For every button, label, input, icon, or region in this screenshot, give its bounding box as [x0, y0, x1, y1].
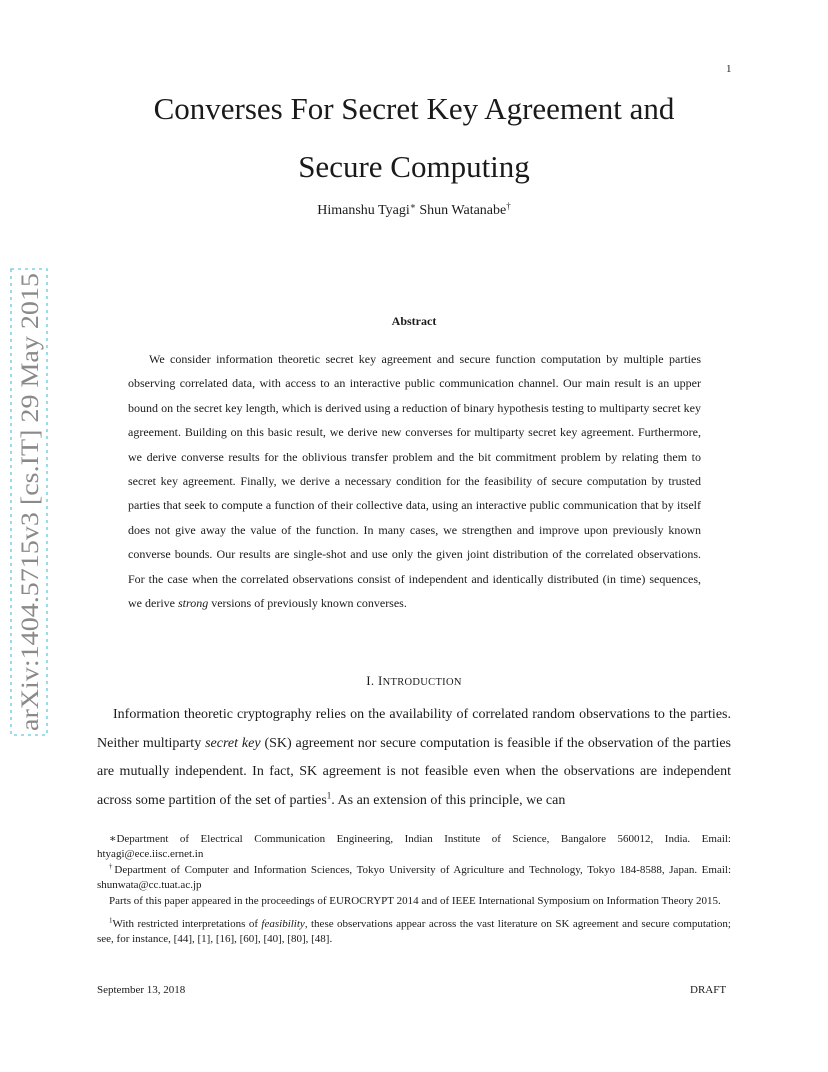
- abstract-body: [128, 347, 701, 615]
- intro-text-mid: (SK) agreement nor secure computation is feasible if the observation of the parties are mutually independent. In fact, SK agreement is not feasible even when the observations are independent across some partition of the set of parties: [97, 735, 731, 808]
- footnote-mark: 1: [109, 916, 113, 925]
- intro-text: Information theoretic cryptography relies on the availability of correlated random observations to the parties. Neither multiparty: [97, 707, 731, 751]
- footer-date: September 13, 2018: [97, 984, 186, 996]
- section-title-rest: NTRODUCTION: [382, 677, 462, 688]
- abstract-text: We consider information theoretic secret key agreement and secure function computation by multiple parties observing correlated data, with access to an interactive public communication channel. Our main result is an upper bound on the secret key length, which is derived using a reduction of binary hypothesis testing to multiparty secret key agreement. Building on this basic result, we derive new converses for multiparty secret key agreement. Furthermore, we derive converse results for the oblivious transfer problem and the bit commitment problem by relating them to secret key agreement. Finally, we derive a necessary condition for the feasibility of secure computation by trusted parties that seek to compute a function of their collective data, using an interactive public communication that by itself does not give away the value of the function. In many cases, we strengthen and improve upon previously known converse bounds. Our results are single-shot and use only the given joint distribution of the correlated observations. For the case when the correlated observations consist of independent and identically distributed (in time) sequences, we derive: [128, 352, 701, 611]
- intro-emphasis: secret key: [205, 735, 261, 751]
- section-heading: [60, 673, 768, 689]
- paper-title: [60, 80, 768, 196]
- footnote-1: [97, 917, 731, 947]
- author-name: Shun Watanabe: [419, 203, 507, 218]
- abstract-text-end: versions of previously known converses.: [208, 596, 407, 611]
- section-title-initial: I: [377, 673, 383, 688]
- arxiv-identifier: arXiv:1404.5715v3 [cs.IT] 29 May 2015: [15, 314, 44, 731]
- footnote-emphasis: feasibility: [261, 918, 305, 930]
- footnote-mark: †: [109, 862, 115, 871]
- title-line-1: Converses For Secret Key Agreement and: [153, 91, 675, 126]
- footnote-affiliation-1: ∗Department of Electrical Communication Engineering, Indian Institute of Science, Bangalore 560012, India. Email: htyagi@ece.iisc.ernet.in: [97, 833, 731, 860]
- footnote-text-end: , these observations appear across the vast literature on SK agreement and secure computation; see, for instance, [44], [1], [16], [60], [40], [80], [48].: [97, 918, 731, 945]
- arxiv-stamp-graphic: [9, 268, 49, 736]
- intro-text-end: . As an extension of this principle, we can: [331, 792, 566, 808]
- section-number: I.: [366, 673, 378, 688]
- page-number: 1: [726, 63, 732, 75]
- footnote-affiliation-2: [97, 863, 731, 893]
- arxiv-stamp: [9, 268, 49, 736]
- abstract-emphasis: strong: [177, 596, 209, 611]
- footnote-text: With restricted interpretations of: [112, 918, 262, 930]
- footnote-reference: 1: [326, 789, 332, 800]
- footnotes: [97, 832, 731, 948]
- abstract-heading: Abstract: [391, 314, 437, 328]
- title-line-2: Secure Computing: [298, 149, 530, 184]
- footer-status: DRAFT: [690, 984, 727, 996]
- author-footnote-mark: ∗: [409, 201, 416, 211]
- footnote-proceedings: Parts of this paper appeared in the proceedings of EUROCRYPT 2014 and of IEEE International Symposium on Information Theory 2015.: [109, 895, 721, 907]
- author-list: [60, 203, 768, 219]
- intro-paragraph: [97, 701, 731, 815]
- footnote-text: Department of Computer and Information Sciences, Tokyo University of Agriculture and Technology, Tokyo 184-8588, Japan. Email: shunwata@cc.tuat.ac.jp: [97, 864, 732, 891]
- author-footnote-mark: †: [506, 201, 511, 211]
- author-name: Himanshu Tyagi: [317, 203, 410, 218]
